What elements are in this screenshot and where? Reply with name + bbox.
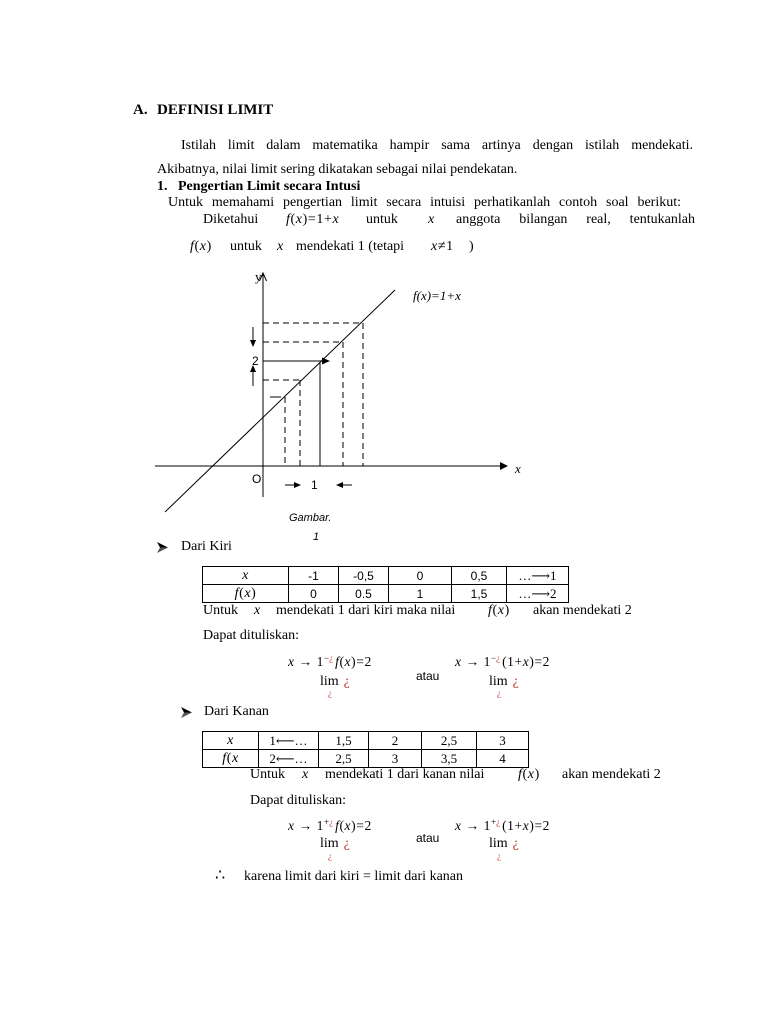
left-formula-a-lim <box>320 673 350 690</box>
formula-broken-glyph: ¿ <box>329 653 334 663</box>
left-limit-title: Dari Kiri <box>181 539 232 554</box>
left-statement-middle: mendekati 1 dari kiri maka nilai <box>276 603 456 618</box>
right-formula-a <box>288 817 372 834</box>
table-cell: 0 <box>389 567 452 585</box>
formula-expression: f(x)=2 <box>335 818 372 833</box>
x-tick-label: 1 <box>311 478 318 492</box>
lim-subscript-glyph: ¿ <box>497 688 501 698</box>
formula-approach: x → 1 <box>288 818 324 833</box>
intro-line-2: Akibatnya, nilai limit sering dikatakan sebagai nilai pendekatan. <box>157 162 518 177</box>
problem-variable: x <box>428 212 435 227</box>
lim-broken-glyph: ¿ <box>512 836 519 851</box>
right-statement-function: f(x) <box>518 767 540 782</box>
right-written-label: Dapat dituliskan: <box>250 793 347 808</box>
lim-operator: lim <box>320 836 339 851</box>
lim-broken-glyph: ¿ <box>512 674 519 689</box>
formula-approach: x → 1 <box>455 818 491 833</box>
formula-side-sign: − <box>324 653 330 663</box>
table-cell: …⟶2 <box>507 585 569 603</box>
formula-approach: x → 1 <box>288 654 324 669</box>
table-cell: 3 <box>477 732 529 750</box>
left-statement-function: f(x) <box>488 603 510 618</box>
arrow-bullet-icon <box>157 542 168 553</box>
problem-rest: anggota bilangan real, tentukanlah <box>456 212 695 227</box>
function-line-label: f(x)=1+x <box>413 288 461 303</box>
table-row <box>203 585 569 603</box>
table-cell: 0.5 <box>339 585 389 603</box>
formula-expression: (1+x)=2 <box>502 654 551 669</box>
table-row <box>203 567 569 585</box>
right-statement-end: akan mendekati 2 <box>562 767 661 782</box>
left-statement-start: Untuk <box>203 603 238 618</box>
formula-side-sign: + <box>491 817 497 827</box>
table-cell: 2 <box>369 732 422 750</box>
limit-arrowhead <box>322 358 330 365</box>
left-or-label: atau <box>416 669 440 683</box>
table-row <box>203 750 529 768</box>
lim-operator: lim <box>489 836 508 851</box>
table-cell: x <box>203 732 259 750</box>
down-arrow-icon <box>250 340 256 347</box>
figure-caption-number: 1 <box>313 531 320 543</box>
problem-function-2: f(x) <box>190 239 212 254</box>
problem-close-paren: ) <box>469 239 474 254</box>
formula-broken-glyph: ¿ <box>496 653 501 663</box>
table-cell: 1,5 <box>319 732 369 750</box>
lim-subscript-glyph: ¿ <box>328 688 332 698</box>
y-tick-label: 2 <box>252 354 259 368</box>
table-cell: x <box>203 567 289 585</box>
intro-line-1: Istilah limit dalam matematika hampir sama artinya dengan istilah mendekati. <box>181 138 693 153</box>
formula-broken-glyph: ¿ <box>329 817 334 827</box>
left-formula-a <box>288 653 372 670</box>
table-cell: …⟶1 <box>507 567 569 585</box>
left-formula-b-lim <box>489 673 519 690</box>
right-formula-a-lim <box>320 835 350 852</box>
table-cell: f(x <box>203 750 259 768</box>
table-cell: 2,5 <box>422 732 477 750</box>
lim-broken-glyph: ¿ <box>343 836 350 851</box>
formula-broken-glyph: ¿ <box>496 817 501 827</box>
table-cell: 0 <box>289 585 339 603</box>
formula-side-sign: + <box>324 817 330 827</box>
problem-for: untuk <box>366 212 398 227</box>
left-statement-variable: x <box>254 603 261 618</box>
x-axis-arrowhead <box>500 462 508 470</box>
lim-operator: lim <box>320 674 339 689</box>
arrow-bullet-icon <box>181 707 192 718</box>
right-statement-middle: mendekati 1 dari kanan nilai <box>325 767 485 782</box>
figure-caption: Gambar. <box>289 512 332 524</box>
section-title: DEFINISI LIMIT <box>157 102 274 118</box>
table-row <box>203 732 529 750</box>
table-cell: 3,5 <box>422 750 477 768</box>
table-cell: 2,5 <box>319 750 369 768</box>
therefore-symbol: ∴ <box>215 867 226 884</box>
table-cell: 4 <box>477 750 529 768</box>
right-limit-title: Dari Kanan <box>204 704 269 719</box>
table-cell: 2⟵… <box>259 750 319 768</box>
right-statement-variable: x <box>302 767 309 782</box>
problem-given: Diketahui <box>203 212 259 227</box>
left-formula-b <box>455 653 550 670</box>
table-cell: -1 <box>289 567 339 585</box>
table-cell: f(x) <box>203 585 289 603</box>
table-cell: 0,5 <box>452 567 507 585</box>
function-line <box>165 290 395 512</box>
lim-operator: lim <box>489 674 508 689</box>
table-cell: 1 <box>389 585 452 603</box>
right-limit-table <box>202 731 529 768</box>
x-axis-label: x <box>515 461 521 476</box>
limit-graph <box>150 265 530 520</box>
table-cell: 3 <box>369 750 422 768</box>
subsection-number: 1. <box>157 179 168 194</box>
lim-subscript-glyph: ¿ <box>328 851 332 861</box>
problem-condition: x≠1 <box>431 239 454 254</box>
lim-broken-glyph: ¿ <box>343 674 350 689</box>
right-or-label: atau <box>416 831 440 845</box>
problem-approach: mendekati 1 (tetapi <box>296 239 405 254</box>
section-number: A. <box>133 102 148 118</box>
subsection-title: Pengertian Limit secara Intusi <box>178 179 361 194</box>
conclusion-text: karena limit dari kiri = limit dari kanan <box>244 869 463 884</box>
table-cell: -0,5 <box>339 567 389 585</box>
left-arrow-icon <box>336 482 343 488</box>
y-axis-label: y <box>255 269 262 284</box>
right-formula-b-lim <box>489 835 519 852</box>
right-arrow-icon <box>294 482 301 488</box>
right-formula-b <box>455 817 550 834</box>
lim-subscript-glyph: ¿ <box>497 851 501 861</box>
table-cell: 1,5 <box>452 585 507 603</box>
formula-side-sign: − <box>491 653 497 663</box>
origin-label: O <box>252 472 262 486</box>
left-limit-table <box>202 566 569 603</box>
problem-function: f(x)=1+x <box>286 212 340 227</box>
problem-variable-2: x <box>277 239 284 254</box>
problem-for-2: untuk <box>230 239 262 254</box>
right-statement-start: Untuk <box>250 767 285 782</box>
formula-expression: (1+x)=2 <box>502 818 551 833</box>
formula-approach: x → 1 <box>455 654 491 669</box>
left-written-label: Dapat dituliskan: <box>203 628 300 643</box>
table-cell: 1⟵… <box>259 732 319 750</box>
lead-text: Untuk memahami pengertian limit secara intuisi perhatikanlah contoh soal berikut: <box>168 195 681 210</box>
left-statement-end: akan mendekati 2 <box>533 603 632 618</box>
formula-expression: f(x)=2 <box>335 654 372 669</box>
